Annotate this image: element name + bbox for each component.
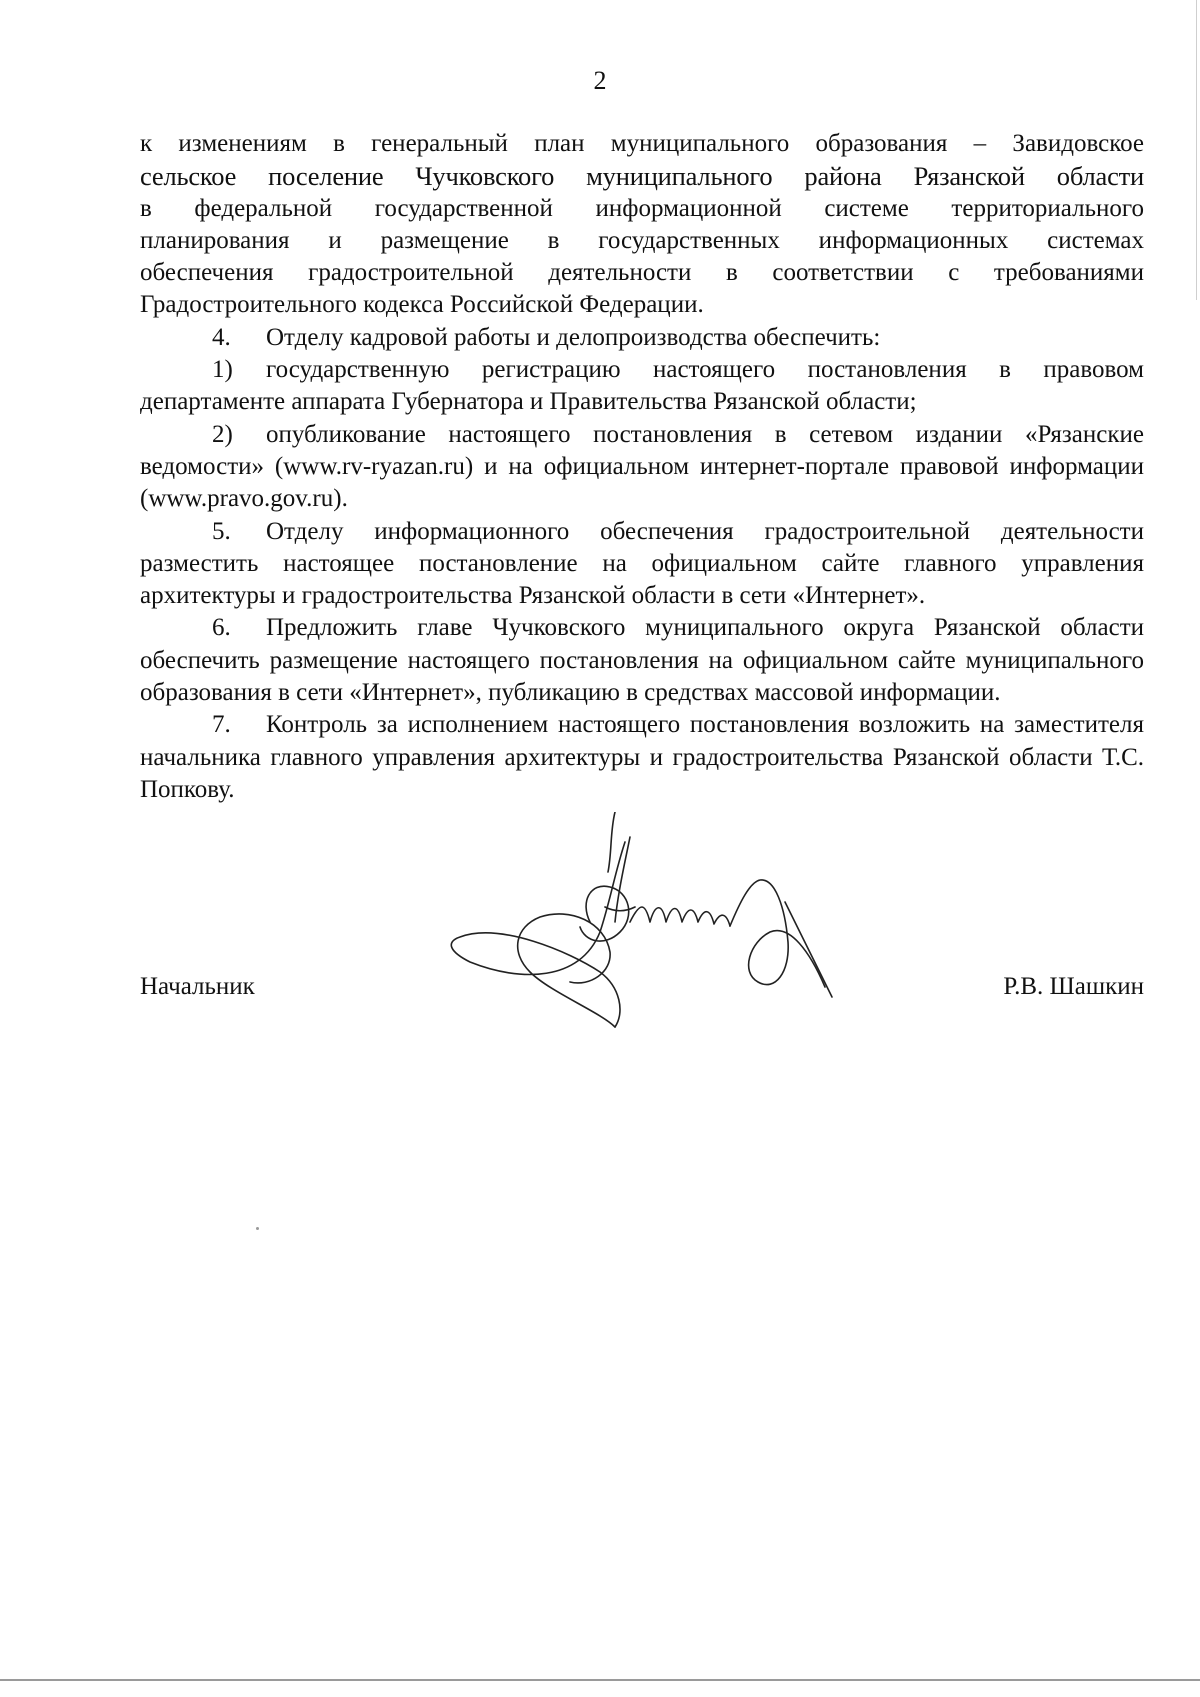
- paragraph-item-5: [140, 516, 1144, 613]
- paragraph-item-4: [140, 322, 1144, 354]
- text-line: Градостроительного кодекса Российской Федерации.: [140, 291, 704, 319]
- text-line: обеспечения градостроительной деятельности в соответствии с требованиями: [140, 259, 1144, 287]
- item-number: 2): [212, 420, 233, 448]
- document-body: [140, 128, 1144, 806]
- scan-speck: [256, 1227, 259, 1230]
- text-line: сельское поселение Чучковского муниципального района Рязанской области: [140, 161, 1144, 192]
- signatory-name: Р.В. Шашкин: [1003, 973, 1144, 1000]
- paragraph-text: опубликование настоящего постановления в сетевом издании «Рязанские ведомости» (www.rv-ryazan.ru) и на официальном интернет-портале правовой информации (www.pravo.gov.ru).: [140, 420, 1144, 513]
- item-number: 5.: [212, 517, 231, 545]
- page-number: 2: [593, 66, 607, 95]
- text-line: к изменениям в генеральный план муниципального образования – Завидовское: [140, 130, 1144, 157]
- item-number: 6.: [212, 614, 231, 642]
- text-line: в федеральной государственной информационной системе территориального: [140, 194, 1144, 222]
- signature-block: [140, 971, 1144, 1011]
- paragraph-item-7: [140, 709, 1144, 806]
- scan-edge-right: [1196, 0, 1197, 300]
- paragraph-item-6: [140, 612, 1144, 709]
- paragraph-text: Отделу информационного обеспечения градостроительной деятельности разместить настоящее постановление на официальном сайте главного управления архитектуры и градостроительства Рязанской области в сети «Интернет».: [140, 517, 1144, 610]
- paragraph-subitem-1: [140, 354, 1144, 419]
- paragraph-text: государственную регистрацию настоящего постановления в правовом департаменте аппарата Губернатора и Правительства Рязанской области;: [140, 356, 1144, 416]
- paragraph-continuation: [140, 128, 1144, 322]
- paragraph-text: Отделу кадровой работы и делопроизводства обеспечить:: [266, 323, 881, 351]
- item-number: 1): [212, 356, 233, 384]
- paragraph-subitem-2: [140, 419, 1144, 516]
- item-number: 7.: [212, 711, 231, 739]
- scan-edge-bottom: [0, 1679, 1200, 1681]
- paragraph-text: Контроль за исполнением настоящего постановления возложить на заместителя начальника главного управления архитектуры и градостроительства Рязанской области Т.С. Попкову.: [140, 711, 1144, 803]
- paragraph-text: Предложить главе Чучковского муниципального округа Рязанской области обеспечить размещение настоящего постановления на официальном сайте муниципального образования в сети «Интернет», публикацию в средствах массовой информации.: [140, 614, 1144, 707]
- handwritten-signature: [440, 812, 870, 1092]
- signatory-title: Начальник: [140, 973, 255, 1000]
- text-line: планирования и размещение в государственных информационных системах: [140, 226, 1144, 254]
- item-number: 4.: [212, 323, 231, 351]
